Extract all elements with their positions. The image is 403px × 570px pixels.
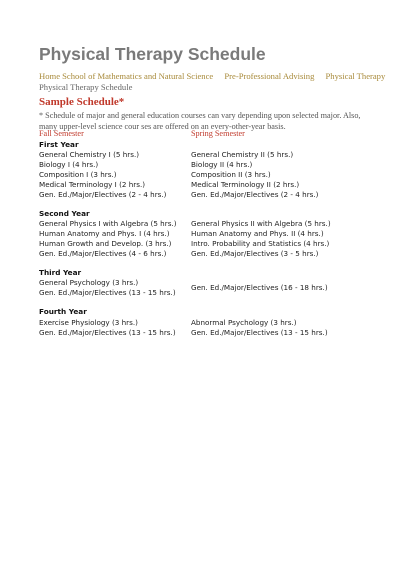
course-item: General Chemistry I (5 hrs.) (39, 150, 140, 159)
year-label-second: Second Year (39, 209, 90, 218)
sample-schedule-heading: Sample Schedule* (39, 96, 125, 108)
course-item: General Physics I with Algebra (5 hrs.) (39, 219, 177, 228)
course-item: Biology II (4 hrs.) (191, 160, 253, 169)
course-item: Gen. Ed./Major/Electives (2 - 4 hrs.) (39, 190, 167, 199)
course-item: Gen. Ed./Major/Electives (13 - 15 hrs.) (39, 288, 176, 297)
year-label-fourth: Fourth Year (39, 307, 87, 316)
breadcrumb (39, 71, 394, 81)
course-item: Gen. Ed./Major/Electives (2 - 4 hrs.) (191, 190, 319, 199)
course-item: Exercise Physiology (3 hrs.) (39, 318, 138, 327)
fall-semester-header: Fall Semester (39, 129, 84, 138)
course-item: Human Anatomy and Phys. I (4 hrs.) (39, 229, 170, 238)
course-item: Gen. Ed./Major/Electives (3 - 5 hrs.) (191, 249, 319, 258)
course-item: General Chemistry II (5 hrs.) (191, 150, 294, 159)
course-item: Gen. Ed./Major/Electives (4 - 6 hrs.) (39, 249, 167, 258)
year-label-first: First Year (39, 140, 79, 149)
course-item: General Physics II with Algebra (5 hrs.) (191, 219, 331, 228)
breadcrumb-link-school[interactable]: Home School of Mathematics and Natural Science (39, 71, 214, 81)
schedule-note-line: many upper-level science cour ses are offered on an every-other-year basis. (39, 122, 286, 131)
course-item: Gen. Ed./Major/Electives (16 - 18 hrs.) (191, 283, 328, 292)
course-item: Intro. Probability and Statistics (4 hrs.) (191, 239, 330, 248)
course-item: Composition II (3 hrs.) (191, 170, 271, 179)
year-label-third: Third Year (39, 268, 82, 277)
course-item: Biology I (4 hrs.) (39, 160, 99, 169)
schedule-note-line: * Schedule of major and general education courses can vary depending upon selected major. Also, (39, 111, 361, 120)
course-item: Human Growth and Develop. (3 hrs.) (39, 239, 172, 248)
breadcrumb-link-advising[interactable]: Pre-Professional Advising (224, 71, 315, 81)
course-item: Gen. Ed./Major/Electives (13 - 15 hrs.) (39, 328, 176, 337)
course-item: Gen. Ed./Major/Electives (13 - 15 hrs.) (191, 328, 328, 337)
breadcrumb-link-physical-therapy[interactable]: Physical Therapy (325, 71, 386, 81)
course-item: General Psychology (3 hrs.) (39, 278, 139, 287)
course-item: Medical Terminology I (2 hrs.) (39, 180, 146, 189)
course-item: Composition I (3 hrs.) (39, 170, 117, 179)
course-item: Medical Terminology II (2 hrs.) (191, 180, 300, 189)
course-item: Human Anatomy and Phys. II (4 hrs.) (191, 229, 324, 238)
page-title: Physical Therapy Schedule (39, 44, 266, 64)
breadcrumb-current: Physical Therapy Schedule (39, 82, 133, 92)
spring-semester-header: Spring Semester (191, 129, 245, 138)
course-item: Abnormal Psychology (3 hrs.) (191, 318, 297, 327)
